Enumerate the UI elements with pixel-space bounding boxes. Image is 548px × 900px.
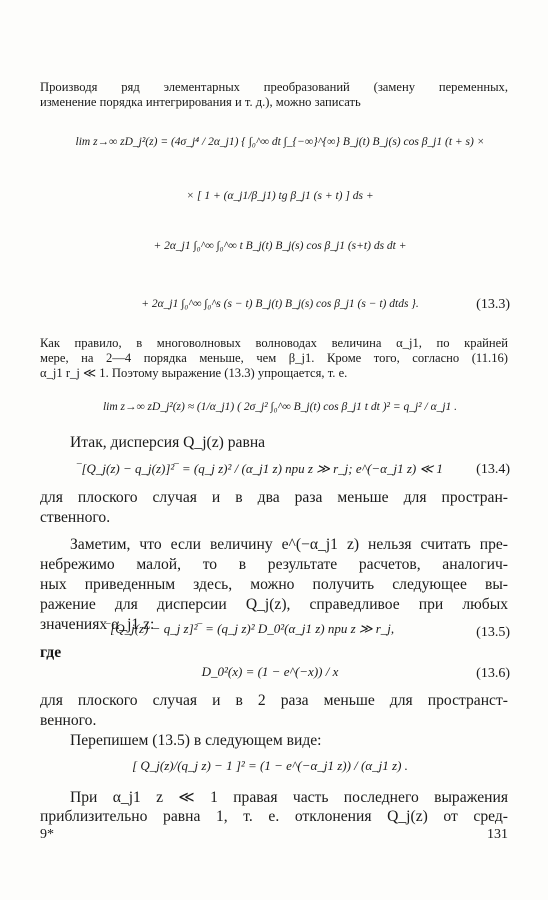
para5-line-2: венного.: [40, 712, 97, 729]
equation-13-6: D_0²(x) = (1 − e^(−x)) / x: [201, 664, 339, 679]
para4-line-2: небрежимо малой, то в результате расчетов, аналогич-: [40, 556, 508, 573]
equation-simplified: lim z→∞ zD_j²(z) ≈ (1/α_j1) ( 2σ_j² ∫₀^∞ B_j(t) cos β_j1 t dt )² = q_j² / α_j1 .: [102, 401, 458, 413]
equation-13-3-line-1: lim z→∞ zD_j²(z) = (4σ_j⁴ / 2α_j1) { ∫₀^∞ dt ∫_{−∞}^{∞} B_j(t) B_j(s) cos β_j1 (t + s) ×: [75, 136, 485, 148]
equation-13-3-line-3: + 2α_j1 ∫₀^∞ ∫₀^∞ t B_j(t) B_j(s) cos β_j1 (s+t) ds dt +: [153, 240, 407, 252]
para2-line-3: α_j1 r_j ≪ 1. Поэтому выражение (13.3) упрощается, т. е.: [40, 366, 348, 380]
intro-line-2: изменение порядка интегрирования и т. д.), можно записать: [40, 95, 361, 109]
equation-number-13-3: (13.3): [476, 297, 510, 312]
gde-word: где: [40, 644, 62, 661]
para4-line-5: значениях α_j1 z:: [40, 616, 155, 633]
equation-13-3-line-2: × [ 1 + (α_j1/β_j1) tg β_j1 (s + t) ] ds +: [186, 190, 374, 202]
itak-line: Итак, дисперсия Q_j(z) равна: [70, 434, 266, 451]
para5-line-1: для плоского случая и в 2 раза меньше для пространст-: [40, 692, 508, 709]
equation-13-4: ‾[Q_j(z) − q_j(z)]²‾ = (q_j z)² / (α_j1 z) при z ≫ r_j; e^(−α_j1 z) ≪ 1: [77, 461, 443, 476]
intro-line-1: Производя ряд элементарных преобразований (замену переменных,: [40, 80, 508, 94]
para3-line-2: ственного.: [40, 509, 111, 526]
equation-13-5: ‾[Q_j(z) − q_j z]²‾ = (q_j z)² D_0²(α_j1 z) при z ≫ r_j,: [105, 621, 395, 636]
para4-line-4: ражение для дисперсии Q_j(z), справедливое при любых: [40, 596, 508, 613]
perepishem-line: Перепишем (13.5) в следующем виде:: [70, 732, 322, 749]
page-number: 131: [487, 827, 508, 842]
para6-line-1: При α_j1 z ≪ 1 правая часть последнего выражения: [70, 789, 508, 806]
equation-number-13-6: (13.6): [476, 666, 510, 681]
para2-line-1: Как правило, в многоволновых волноводах величина α_j1, по крайней: [40, 336, 508, 350]
para3-line-1: для плоского случая и в два раза меньше для простран-: [40, 489, 508, 506]
equation-13-3-line-4: + 2α_j1 ∫₀^∞ ∫₀^s (s − t) B_j(t) B_j(s) cos β_j1 (s − t) dtds }.: [141, 298, 419, 310]
equation-number-13-5: (13.5): [476, 625, 510, 640]
para4-line-1: Заметим, что если величину e^(−α_j1 z) нельзя считать пре-: [70, 536, 508, 553]
para6-line-2: приблизительно равна 1, т. е. отклонения Q_j(z) от сред-: [40, 808, 508, 825]
para2-line-2: мере, на 2—4 порядка меньше, чем β_j1. Кроме того, согласно (11.16): [40, 351, 508, 365]
signature-mark: 9*: [40, 827, 54, 842]
equation-number-13-4: (13.4): [476, 462, 510, 477]
para4-line-3: ных приведенным здесь, можно получить следующее вы-: [40, 576, 508, 593]
equation-rewrite: [ Q_j(z)/(q_j z) − 1 ]² = (1 − e^(−α_j1 z)) / (α_j1 z) .: [132, 758, 408, 773]
